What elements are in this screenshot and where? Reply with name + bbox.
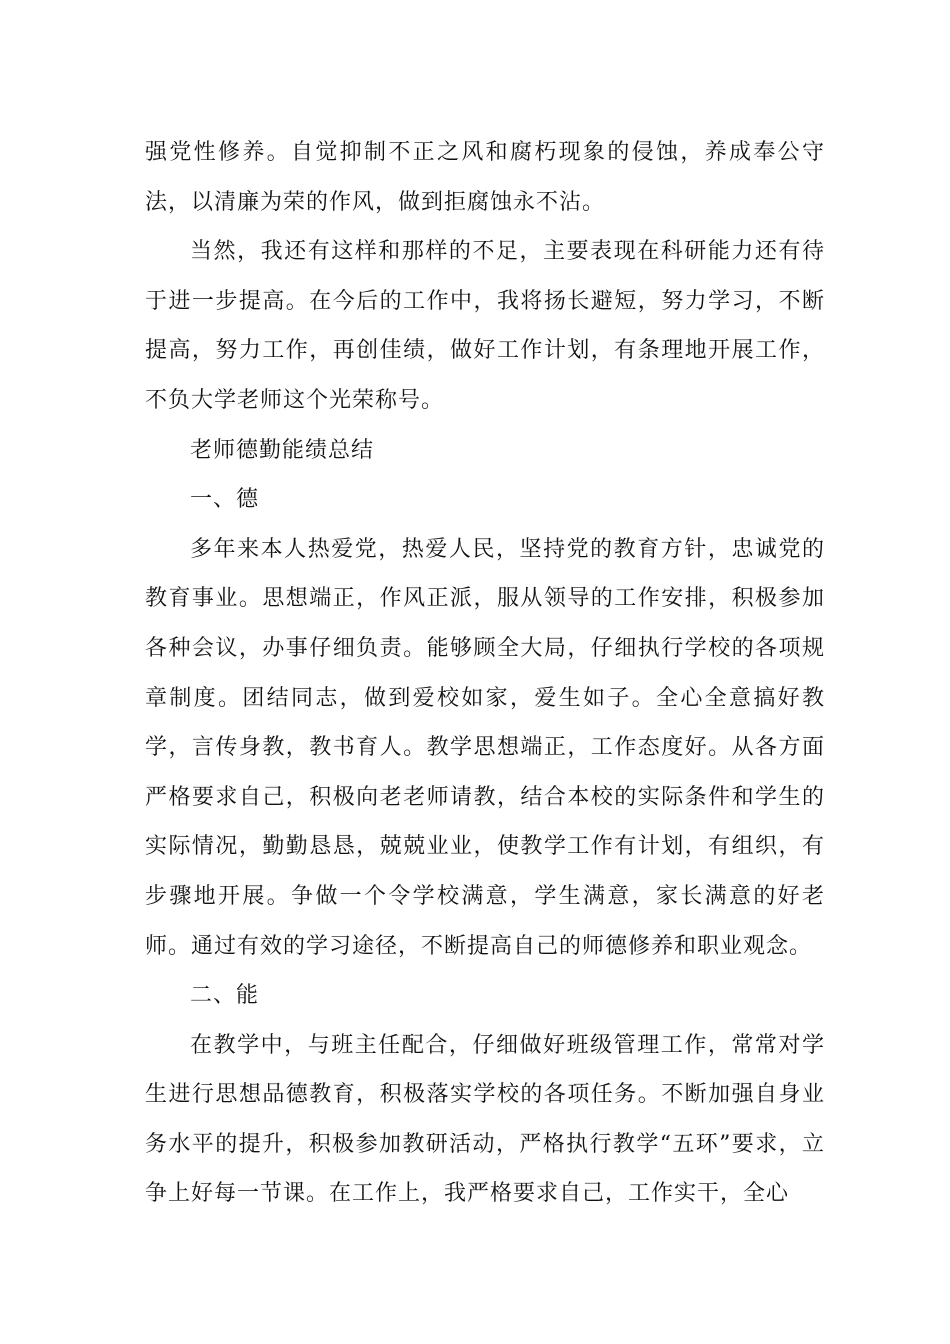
paragraph-shortcomings: 当然，我还有这样和那样的不足，主要表现在科研能力还有待于进一步提高。在今后的工作中，我将扬长避短，努力学习，不断提高，努力工作，再创佳绩，做好工作计划，有条理地开展工作，不负大学老师这个光荣称号。 (145, 239, 825, 413)
heading-ability: 二、能 (190, 983, 260, 1009)
document-body (145, 128, 825, 1219)
paragraph-morality: 多年来本人热爱党，热爱人民，坚持党的教育方针，忠诚党的教育事业。思想端正，作风正派，服从领导的工作安排，积极参加各种会议，办事仔细负责。能够顾全大局，仔细执行学校的各项规章制度。团结同志，做到爱校如家，爱生如子。全心全意搞好教学，言传身教，教书育人。教学思想端正，工作态度好。从各方面严格要求自己，积极向老老师请教，结合本校的实际条件和学生的实际情况，勤勤恳恳，兢兢业业，使教学工作有计划，有组织，有步骤地开展。争做一个令学校满意，学生满意，家长满意的好老师。通过有效的学习途径，不断提高自己的师德修养和职业观念。 (145, 536, 825, 959)
heading-morality: 一、德 (190, 487, 260, 513)
paragraph-ability: 在教学中，与班主任配合，仔细做好班级管理工作，常常对学生进行思想品德教育，积极落实学校的各项任务。不断加强自身业务水平的提升，积极参加教研活动，严格执行教学“五环”要求，立争上好每一节课。在工作上，我严格要求自己，工作实干，全心 (145, 1032, 825, 1207)
section-title: 老师德勤能绩总结 (190, 437, 375, 463)
paragraph-integrity-conclusion: 强党性修养。自觉抑制不正之风和腐朽现象的侵蚀，养成奉公守法，以清廉为荣的作风，做到拒腐蚀永不沾。 (145, 140, 825, 215)
